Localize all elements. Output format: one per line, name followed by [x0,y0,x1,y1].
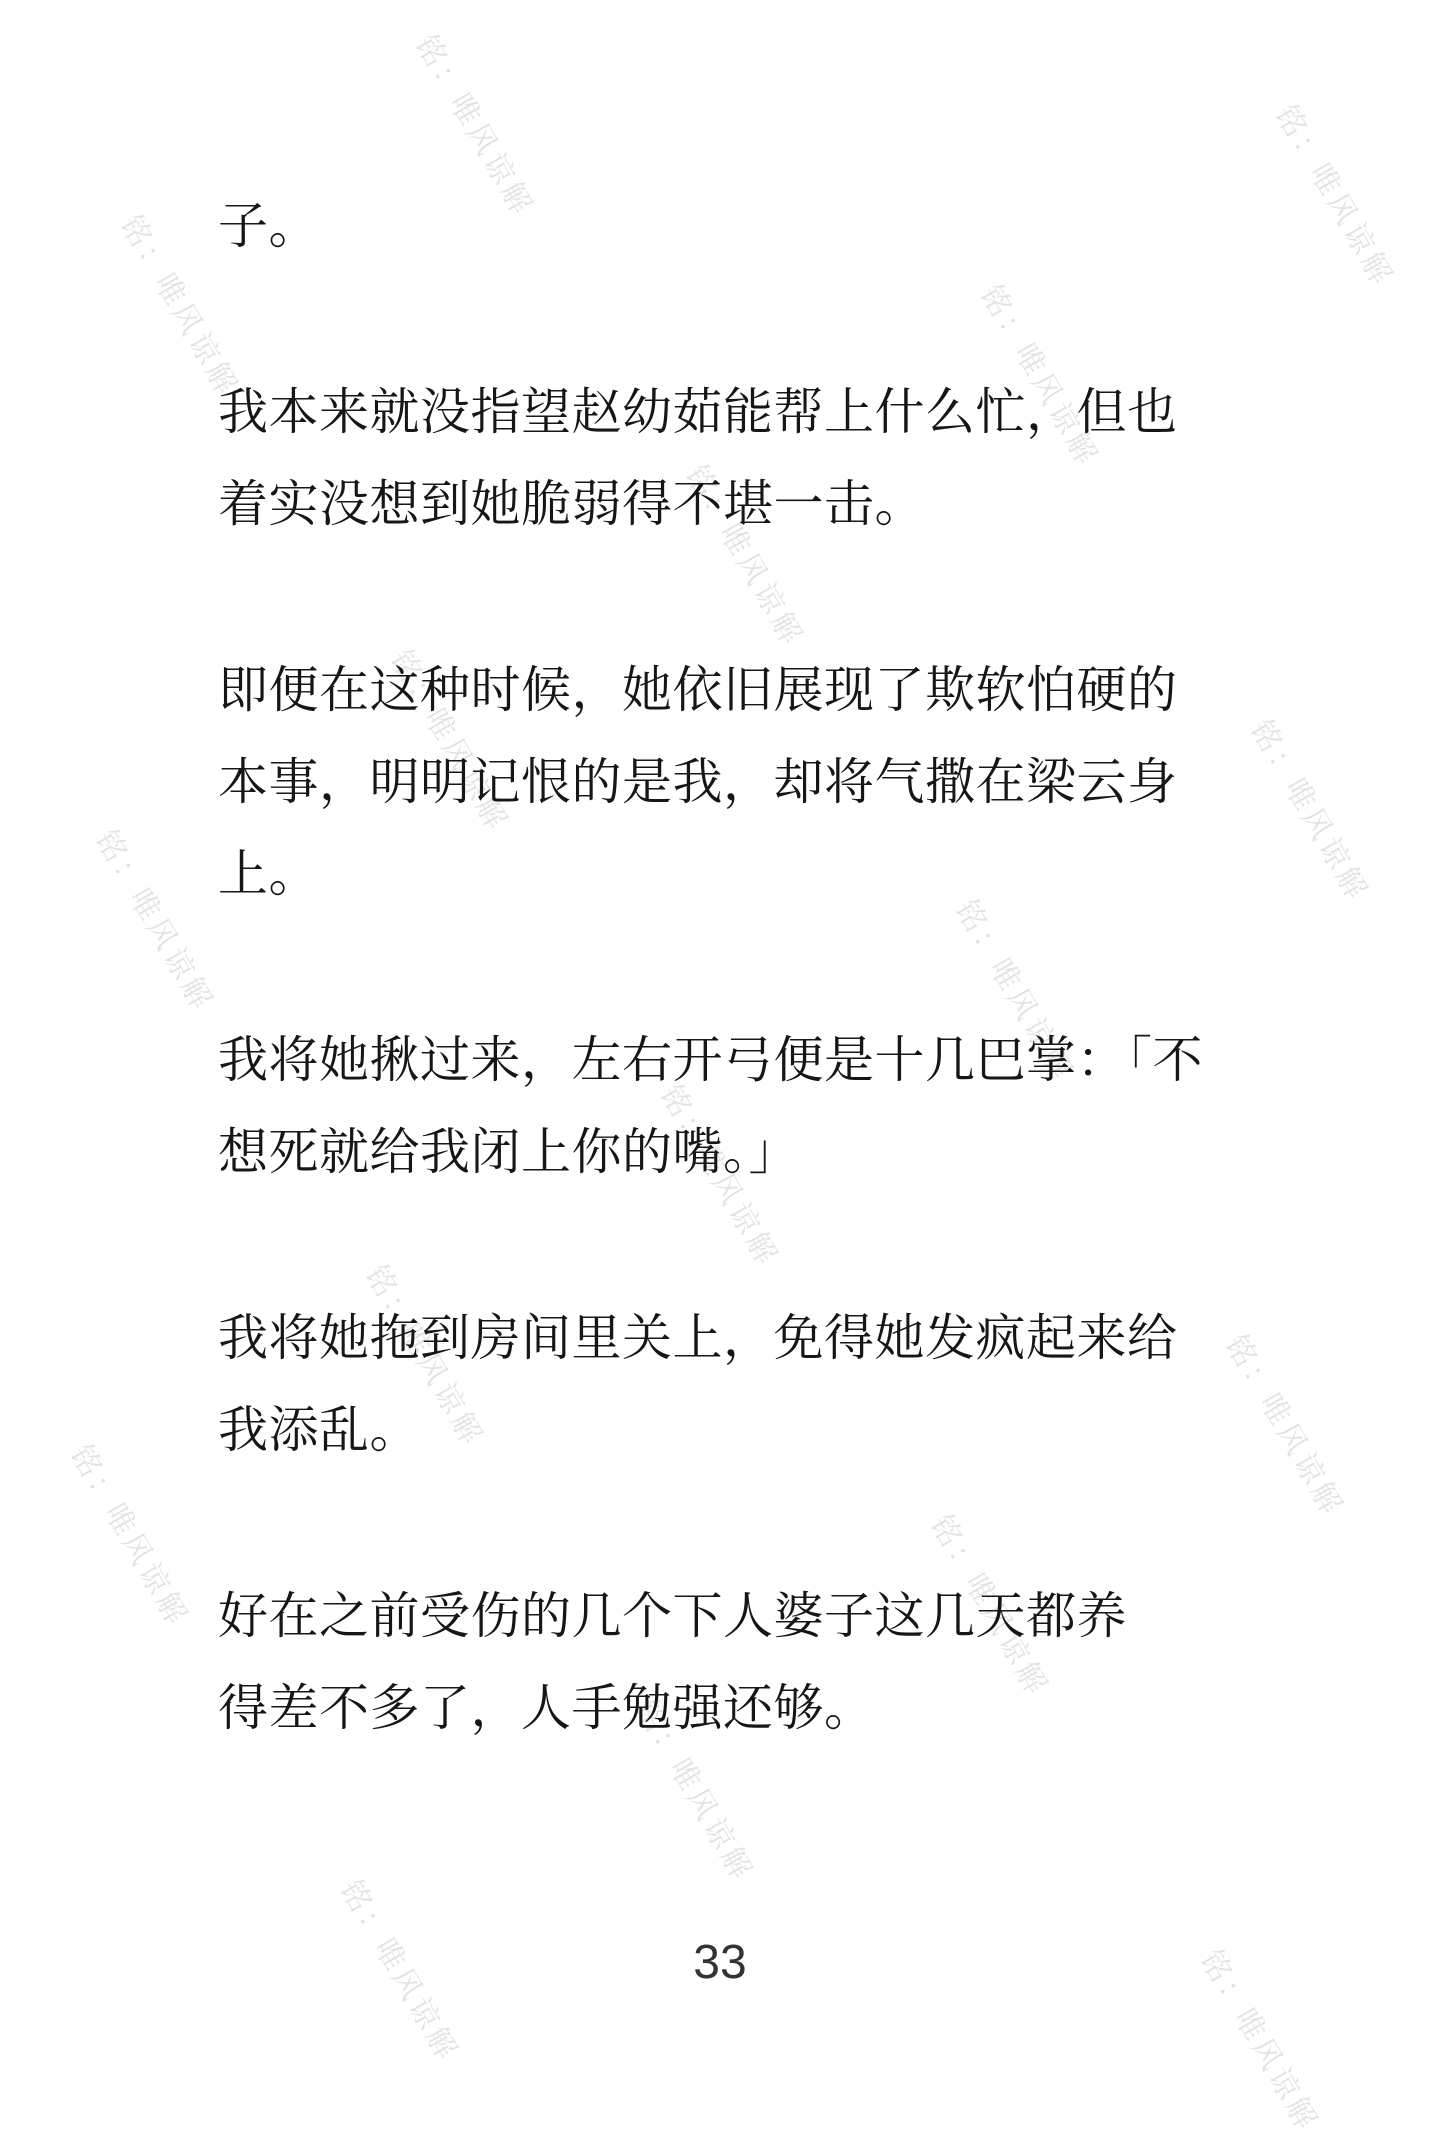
paragraph: 我将她拖到房间里关上，免得她发疯起来给 我添乱。 [218,1309,1178,1459]
watermark: 铭：唯风谅解 [112,209,246,404]
watermark: 铭：唯风谅解 [1217,1329,1351,1524]
watermark: 铭：唯风谅解 [677,459,811,654]
watermark: 铭：唯风谅解 [357,1259,491,1454]
watermark: 铭：唯风谅解 [332,1874,466,2069]
paragraph: 即便在这种时候，她依旧展现了欺软怕硬的 本事，明明记恨的是我，却将气撒在梁云身 上。 [218,661,1178,903]
watermark: 铭：唯风谅解 [1242,714,1376,909]
watermark: 铭：唯风谅解 [62,1439,196,1634]
watermark: 铭：唯风谅解 [652,1079,786,1274]
paragraph: 我将她揪过来，左右开弓便是十几巴掌：「不 想死就给我闭上你的嘴。」 [218,1031,1203,1181]
watermark: 铭：唯风谅解 [972,279,1106,474]
paragraph: 我本来就没指望赵幼茹能帮上什么忙，但也 着实没想到她脆弱得不堪一击。 [218,383,1178,533]
body-text [218,180,1228,1848]
watermark: 铭：唯风谅解 [382,644,516,839]
watermark: 铭：唯风谅解 [1267,99,1401,294]
watermark: 铭：唯风谅解 [947,894,1081,1089]
watermark: 铭：唯风谅解 [1192,1944,1326,2139]
paragraph: 子。 [218,197,319,255]
watermark: 铭：唯风谅解 [407,29,541,224]
watermark: 铭：唯风谅解 [627,1694,761,1889]
watermark: 铭：唯风谅解 [922,1509,1056,1704]
paragraph: 好在之前受伤的几个下人婆子这几天都养 得差不多了，人手勉强还够。 [218,1587,1127,1737]
page-number: 33 [693,1936,747,1989]
watermark: 铭：唯风谅解 [87,824,221,1019]
